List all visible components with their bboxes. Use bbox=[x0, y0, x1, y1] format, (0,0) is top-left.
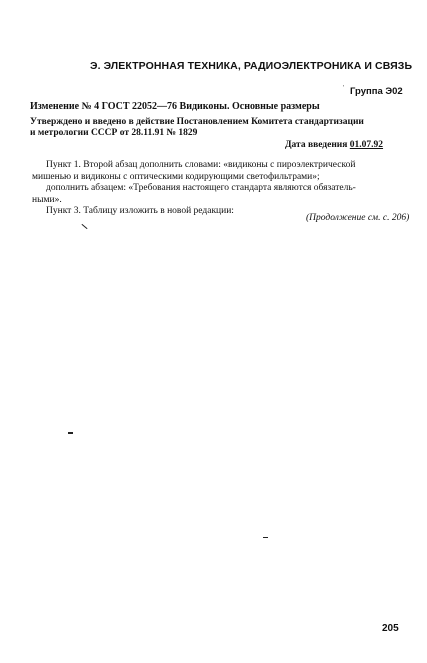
introduction-date bbox=[285, 140, 383, 150]
continued-note: (Продолжение см. с. 206) bbox=[306, 213, 410, 223]
paragraph-2: Пункт 3. Таблицу изложить в новой редакции: bbox=[46, 206, 234, 216]
paragraph-1-line-4: ными». bbox=[32, 194, 62, 205]
date-value: 01.07.92 bbox=[349, 140, 384, 150]
approval-line-1: Утверждено и введено в действие Постановлением Комитета стандартизации bbox=[30, 117, 364, 127]
paragraph-1-line-1: Пункт 1. Второй абзац дополнить словами: «видиконы с пироэлектрической bbox=[46, 160, 356, 170]
section-title: Э. ЭЛЕКТРОННАЯ ТЕХНИКА, РАДИОЭЛЕКТРОНИКА И СВЯЗЬ bbox=[90, 60, 413, 72]
approval-statement bbox=[30, 117, 364, 139]
paragraph-1-line-2: мишенью и видиконы с оптическими кодирующими светофильтрами»; bbox=[32, 171, 320, 182]
date-label: Дата введения bbox=[285, 140, 348, 150]
approval-line-2: и метрологии СССР от 28.11.91 № 1829 bbox=[30, 128, 198, 138]
scan-speck bbox=[81, 224, 87, 229]
body-text bbox=[32, 160, 402, 218]
paragraph-1-line-3: дополнить абзацем: «Требования настоящего стандарта являются обязатель- bbox=[46, 183, 356, 193]
change-title: Изменение № 4 ГОСТ 22052—76 Видиконы. Основные размеры bbox=[30, 101, 320, 112]
group-label: Группа Э02 bbox=[350, 86, 403, 97]
scan-speck bbox=[68, 432, 73, 434]
page-number: 205 bbox=[382, 623, 399, 634]
scan-speck bbox=[263, 537, 268, 538]
scan-mark: ' bbox=[343, 84, 345, 92]
